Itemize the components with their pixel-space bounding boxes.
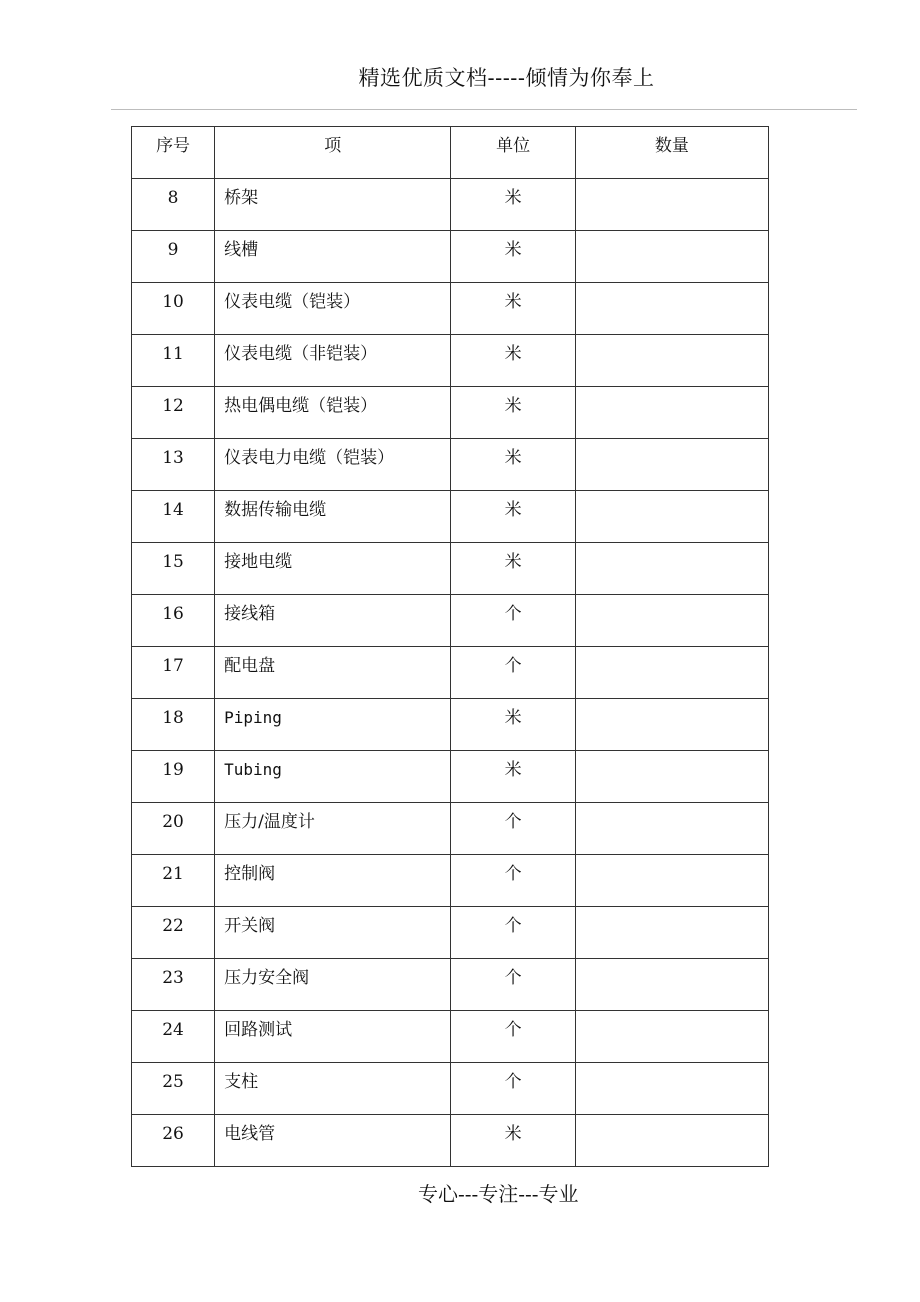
- row-quantity: [575, 595, 768, 647]
- row-item: 配电盘: [215, 647, 451, 699]
- row-number: 21: [132, 855, 215, 907]
- row-quantity: [575, 387, 768, 439]
- row-item: 回路测试: [215, 1011, 451, 1063]
- row-unit: 个: [451, 803, 575, 855]
- table-row: [132, 491, 769, 543]
- row-quantity: [575, 491, 768, 543]
- row-quantity: [575, 335, 768, 387]
- row-quantity: [575, 543, 768, 595]
- row-item: Piping: [215, 699, 451, 751]
- row-item: 控制阀: [215, 855, 451, 907]
- row-item: 开关阀: [215, 907, 451, 959]
- row-unit: 个: [451, 959, 575, 1011]
- row-number: 19: [132, 751, 215, 803]
- row-quantity: [575, 1115, 768, 1167]
- row-quantity: [575, 439, 768, 491]
- row-number: 9: [132, 231, 215, 283]
- column-header-unit: 单位: [451, 127, 575, 179]
- row-number: 10: [132, 283, 215, 335]
- row-unit: 米: [451, 543, 575, 595]
- row-quantity: [575, 907, 768, 959]
- table-body: [132, 179, 769, 1167]
- column-header-qty: 数量: [575, 127, 768, 179]
- row-unit: 米: [451, 439, 575, 491]
- row-number: 12: [132, 387, 215, 439]
- table-row: [132, 803, 769, 855]
- row-quantity: [575, 803, 768, 855]
- row-item: 桥架: [215, 179, 451, 231]
- row-number: 23: [132, 959, 215, 1011]
- table-row: [132, 751, 769, 803]
- page-footer: 专心---专注---专业: [418, 1182, 579, 1206]
- row-item: 接线箱: [215, 595, 451, 647]
- row-unit: 米: [451, 231, 575, 283]
- column-header-no: 序号: [132, 127, 215, 179]
- row-number: 8: [132, 179, 215, 231]
- header-divider: [111, 109, 857, 110]
- row-unit: 个: [451, 595, 575, 647]
- table-row: [132, 231, 769, 283]
- row-unit: 个: [451, 907, 575, 959]
- column-header-item: 项: [215, 127, 451, 179]
- row-quantity: [575, 231, 768, 283]
- row-unit: 米: [451, 491, 575, 543]
- row-unit: 米: [451, 283, 575, 335]
- table-row: [132, 699, 769, 751]
- table-row: [132, 855, 769, 907]
- row-item: 仪表电缆（铠装）: [215, 283, 451, 335]
- row-item: 线槽: [215, 231, 451, 283]
- row-item: 数据传输电缆: [215, 491, 451, 543]
- row-quantity: [575, 179, 768, 231]
- row-quantity: [575, 1011, 768, 1063]
- row-unit: 米: [451, 179, 575, 231]
- row-number: 22: [132, 907, 215, 959]
- row-unit: 个: [451, 855, 575, 907]
- table-row: [132, 959, 769, 1011]
- row-item: 支柱: [215, 1063, 451, 1115]
- row-item: 接地电缆: [215, 543, 451, 595]
- table-row: [132, 543, 769, 595]
- table-row: [132, 179, 769, 231]
- table-row: [132, 647, 769, 699]
- row-number: 25: [132, 1063, 215, 1115]
- row-unit: 个: [451, 647, 575, 699]
- table-header-row: [132, 127, 769, 179]
- row-item: 仪表电缆（非铠装）: [215, 335, 451, 387]
- table-row: [132, 1011, 769, 1063]
- row-item: 压力/温度计: [215, 803, 451, 855]
- row-item: 压力安全阀: [215, 959, 451, 1011]
- row-item: 电线管: [215, 1115, 451, 1167]
- row-number: 20: [132, 803, 215, 855]
- row-quantity: [575, 1063, 768, 1115]
- row-item: 仪表电力电缆（铠装）: [215, 439, 451, 491]
- row-unit: 米: [451, 1115, 575, 1167]
- row-unit: 米: [451, 335, 575, 387]
- quantity-table: [131, 126, 769, 1167]
- table-row: [132, 283, 769, 335]
- table-row: [132, 907, 769, 959]
- row-number: 26: [132, 1115, 215, 1167]
- row-number: 18: [132, 699, 215, 751]
- row-quantity: [575, 959, 768, 1011]
- table-row: [132, 595, 769, 647]
- table-row: [132, 1115, 769, 1167]
- row-number: 15: [132, 543, 215, 595]
- row-quantity: [575, 751, 768, 803]
- row-number: 16: [132, 595, 215, 647]
- row-unit: 米: [451, 699, 575, 751]
- row-number: 13: [132, 439, 215, 491]
- row-number: 17: [132, 647, 215, 699]
- table-row: [132, 439, 769, 491]
- row-quantity: [575, 855, 768, 907]
- row-item: Tubing: [215, 751, 451, 803]
- row-item: 热电偶电缆（铠装）: [215, 387, 451, 439]
- row-number: 24: [132, 1011, 215, 1063]
- row-quantity: [575, 647, 768, 699]
- table-row: [132, 335, 769, 387]
- row-quantity: [575, 283, 768, 335]
- row-unit: 米: [451, 751, 575, 803]
- row-unit: 米: [451, 387, 575, 439]
- table-row: [132, 1063, 769, 1115]
- row-unit: 个: [451, 1063, 575, 1115]
- row-number: 11: [132, 335, 215, 387]
- row-number: 14: [132, 491, 215, 543]
- row-quantity: [575, 699, 768, 751]
- table-row: [132, 387, 769, 439]
- page-header: 精选优质文档-----倾情为你奉上: [358, 66, 655, 90]
- row-unit: 个: [451, 1011, 575, 1063]
